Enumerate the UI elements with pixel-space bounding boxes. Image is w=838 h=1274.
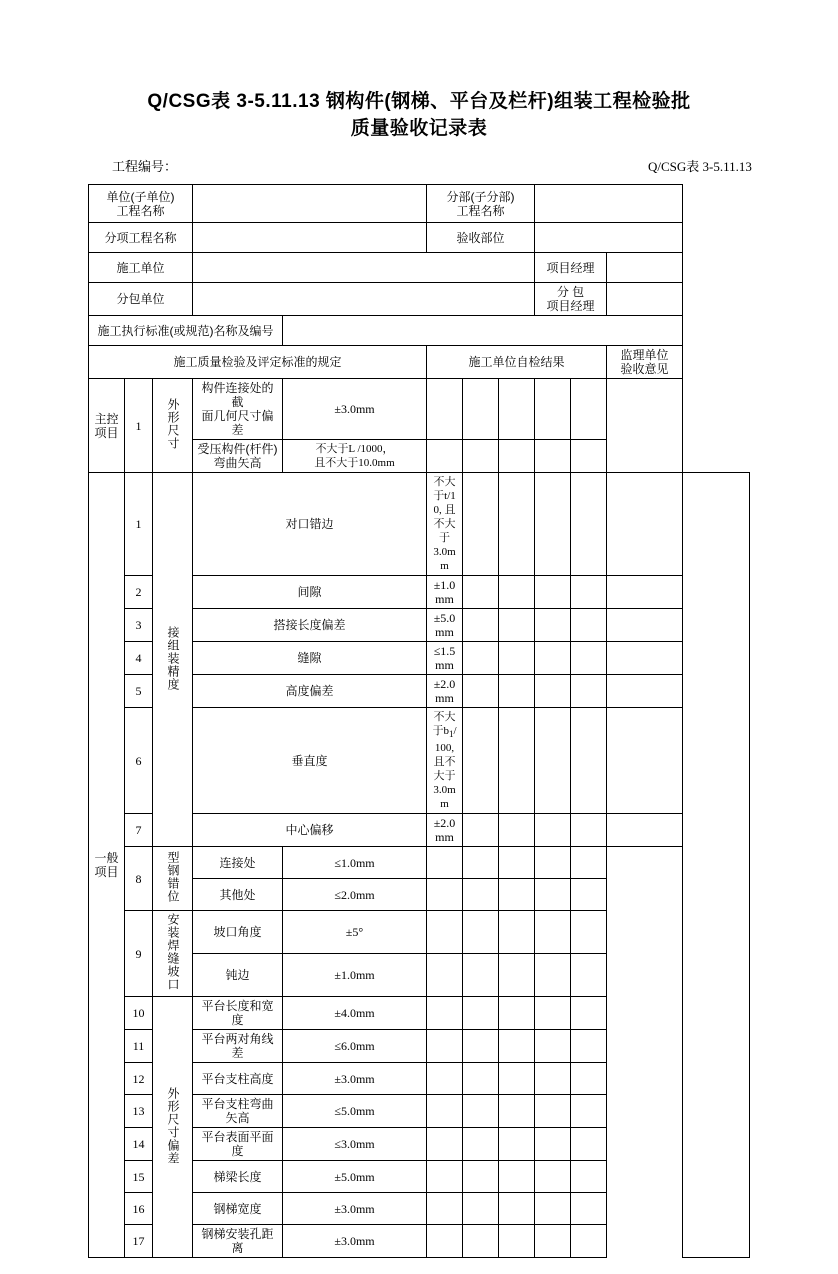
- check-cell[interactable]: [571, 1225, 607, 1258]
- check-cell[interactable]: [499, 997, 535, 1030]
- check-cell[interactable]: [499, 379, 535, 440]
- standard-label: 施工执行标准(或规范)名称及编号: [89, 316, 283, 346]
- criteria-value: 不大于L /1000， 且不大于10.0mm: [283, 440, 427, 473]
- check-cell[interactable]: [463, 708, 499, 814]
- document-page: [0, 88, 838, 1274]
- check-cell[interactable]: [463, 997, 499, 1030]
- check-cell[interactable]: [535, 954, 571, 997]
- table-row: [89, 185, 750, 223]
- sub-item-value[interactable]: [193, 223, 427, 253]
- criteria-value: ±5.0mm: [283, 1161, 427, 1193]
- criteria-item: 中心偏移: [193, 814, 427, 847]
- check-cell[interactable]: [427, 1030, 463, 1063]
- row-number: 15: [125, 1161, 153, 1193]
- check-cell[interactable]: [463, 1030, 499, 1063]
- check-cell[interactable]: [463, 473, 499, 576]
- check-cell[interactable]: [499, 847, 535, 879]
- check-cell[interactable]: [499, 1063, 535, 1095]
- table-row: [89, 473, 750, 576]
- check-cell[interactable]: [463, 847, 499, 879]
- check-cell[interactable]: [571, 1063, 607, 1095]
- check-cell[interactable]: [571, 1193, 607, 1225]
- criteria-item: 平台支柱高度: [193, 1063, 283, 1095]
- criteria-value: ≤1.0mm: [283, 847, 427, 879]
- page-title: [0, 88, 838, 142]
- subgroup-shape-dimension-deviation: 外形尺寸偏差: [153, 997, 193, 1258]
- criteria-item: 间隙: [193, 576, 427, 609]
- check-cell[interactable]: [463, 1225, 499, 1258]
- sub-project-manager-label: 分 包 项目经理: [535, 283, 607, 316]
- row-number: 6: [125, 708, 153, 814]
- check-cell[interactable]: [535, 1128, 571, 1161]
- acceptance-part-value[interactable]: [535, 223, 683, 253]
- unit-project-label: 单位(子单位) 工程名称: [89, 185, 193, 223]
- subheader-row: [0, 156, 838, 176]
- group-general: 一般 项目: [89, 473, 125, 1258]
- criteria-item: 平台支柱弯曲 矢高: [193, 1095, 283, 1128]
- check-cell[interactable]: [499, 675, 535, 708]
- criteria-value: ±1.0mm: [283, 954, 427, 997]
- check-cell[interactable]: [535, 708, 571, 814]
- row-number: 12: [125, 1063, 153, 1095]
- check-cell[interactable]: [571, 473, 607, 576]
- row-number: 16: [125, 1193, 153, 1225]
- check-cell[interactable]: [463, 1193, 499, 1225]
- check-cell[interactable]: [535, 675, 571, 708]
- row-number: 11: [125, 1030, 153, 1063]
- check-cell[interactable]: [571, 879, 607, 911]
- main-control-index: 1: [125, 379, 153, 473]
- check-cell[interactable]: [499, 1225, 535, 1258]
- check-cell[interactable]: [463, 954, 499, 997]
- criteria-item: 钢梯安装孔距 离: [193, 1225, 283, 1258]
- check-cell[interactable]: [427, 1225, 463, 1258]
- check-cell[interactable]: [571, 609, 607, 642]
- group-main-control: 主控 项目: [89, 379, 125, 473]
- check-cell[interactable]: [571, 911, 607, 954]
- criteria-value: ±3.0mm: [283, 1225, 427, 1258]
- check-cell[interactable]: [571, 954, 607, 997]
- check-cell[interactable]: [499, 954, 535, 997]
- criteria-item: 平台长度和宽 度: [193, 997, 283, 1030]
- subgroup-assembly-precision: 接组装精度: [153, 473, 193, 847]
- criteria-item: 受压构件(杆件) 弯曲矢高: [193, 440, 283, 473]
- check-cell[interactable]: [571, 847, 607, 879]
- check-cell[interactable]: [499, 1193, 535, 1225]
- row-number: 13: [125, 1095, 153, 1128]
- check-cell[interactable]: [571, 997, 607, 1030]
- check-cell[interactable]: [607, 576, 683, 609]
- criteria-value: 不大于$b_1/100$, 且不大于 3.0mm: [427, 708, 463, 814]
- criteria-item: 垂直度: [193, 708, 427, 814]
- project-manager-value[interactable]: [607, 253, 683, 283]
- check-cell[interactable]: [427, 911, 463, 954]
- check-cell[interactable]: [463, 576, 499, 609]
- check-cell[interactable]: [463, 609, 499, 642]
- criteria-value: ±3.0mm: [283, 379, 427, 440]
- check-cell[interactable]: [535, 997, 571, 1030]
- check-cell[interactable]: [463, 675, 499, 708]
- check-cell[interactable]: [535, 1063, 571, 1095]
- project-number-label: 工程编号：: [112, 159, 178, 174]
- construction-unit-value[interactable]: [193, 253, 535, 283]
- row-number: 2: [125, 576, 153, 609]
- criteria-item: 连接处: [193, 847, 283, 879]
- check-cell[interactable]: [535, 911, 571, 954]
- check-cell[interactable]: [499, 708, 535, 814]
- check-cell[interactable]: [535, 473, 571, 576]
- table-row: [89, 911, 750, 954]
- check-cell[interactable]: [607, 609, 683, 642]
- construction-unit-label: 施工单位: [89, 253, 193, 283]
- criteria-value: ≤1.5mm: [427, 642, 463, 675]
- check-cell[interactable]: [463, 379, 499, 440]
- check-cell[interactable]: [427, 440, 463, 473]
- criteria-item: 梯梁长度: [193, 1161, 283, 1193]
- criteria-item: 其他处: [193, 879, 283, 911]
- criteria-item: 高度偏差: [193, 675, 427, 708]
- check-cell[interactable]: [571, 1095, 607, 1128]
- check-cell[interactable]: [427, 1063, 463, 1095]
- check-cell[interactable]: [499, 440, 535, 473]
- check-cell[interactable]: [571, 1030, 607, 1063]
- criteria-value: ±2.0mm: [427, 814, 463, 847]
- check-cell[interactable]: [463, 1063, 499, 1095]
- table-row: [89, 847, 750, 879]
- criteria-value: ±5°: [283, 911, 427, 954]
- check-cell[interactable]: [571, 1161, 607, 1193]
- check-cell[interactable]: [535, 576, 571, 609]
- subgroup-steel-offset: 型钢错位: [153, 847, 193, 911]
- check-cell[interactable]: [571, 708, 607, 814]
- criteria-value: ≤5.0mm: [283, 1095, 427, 1128]
- check-cell[interactable]: [571, 814, 607, 847]
- criteria-header: 施工质量检验及评定标准的规定: [89, 346, 427, 379]
- table-row: [89, 283, 750, 316]
- check-cell[interactable]: [499, 473, 535, 576]
- check-cell[interactable]: [535, 609, 571, 642]
- check-cell[interactable]: [499, 1128, 535, 1161]
- project-manager-label: 项目经理: [535, 253, 607, 283]
- criteria-value: ≤3.0mm: [283, 1128, 427, 1161]
- main-control-category: 外形尺寸: [153, 379, 193, 473]
- check-cell[interactable]: [463, 911, 499, 954]
- table-row: [89, 379, 750, 440]
- criteria-item: 坡口角度: [193, 911, 283, 954]
- row-number: 17: [125, 1225, 153, 1258]
- table-row: [89, 997, 750, 1030]
- check-cell[interactable]: [427, 1193, 463, 1225]
- check-cell[interactable]: [499, 814, 535, 847]
- check-cell[interactable]: [463, 440, 499, 473]
- table-row: [89, 223, 750, 253]
- title-line-2: 质量验收记录表: [350, 118, 488, 139]
- check-cell[interactable]: [571, 675, 607, 708]
- check-cell[interactable]: [607, 675, 683, 708]
- check-cell[interactable]: [427, 997, 463, 1030]
- criteria-value: ±5.0mm: [427, 609, 463, 642]
- sub-contract-value[interactable]: [193, 283, 535, 316]
- check-cell[interactable]: [427, 954, 463, 997]
- table-row: [89, 316, 750, 346]
- standard-value[interactable]: [283, 316, 683, 346]
- check-cell[interactable]: [535, 440, 571, 473]
- criteria-item: 对口错边: [193, 473, 427, 576]
- check-cell[interactable]: [463, 879, 499, 911]
- check-cell[interactable]: [535, 879, 571, 911]
- row-number: 8: [125, 847, 153, 911]
- acceptance-part-label: 验收部位: [427, 223, 535, 253]
- criteria-item: 平台表面平面 度: [193, 1128, 283, 1161]
- check-cell[interactable]: [571, 379, 607, 440]
- check-cell[interactable]: [535, 1030, 571, 1063]
- criteria-item: 平台两对角线 差: [193, 1030, 283, 1063]
- check-cell[interactable]: [607, 814, 683, 847]
- check-cell[interactable]: [535, 847, 571, 879]
- check-cell[interactable]: [535, 1095, 571, 1128]
- check-cell[interactable]: [499, 911, 535, 954]
- check-cell[interactable]: [535, 642, 571, 675]
- supervision-header: 监理单位 验收意见: [607, 346, 683, 379]
- criteria-value: ±3.0mm: [283, 1063, 427, 1095]
- check-cell[interactable]: [571, 1128, 607, 1161]
- sub-item-label: 分项工程名称: [89, 223, 193, 253]
- row-number: 10: [125, 997, 153, 1030]
- row-number: 3: [125, 609, 153, 642]
- check-cell[interactable]: [499, 879, 535, 911]
- check-cell[interactable]: [571, 576, 607, 609]
- check-cell[interactable]: [607, 473, 683, 576]
- criteria-item: 缝隙: [193, 642, 427, 675]
- check-cell[interactable]: [535, 1225, 571, 1258]
- row-number: 14: [125, 1128, 153, 1161]
- check-cell[interactable]: [571, 642, 607, 675]
- check-cell[interactable]: [499, 1161, 535, 1193]
- criteria-value: ±1.0mm: [427, 576, 463, 609]
- check-cell[interactable]: [427, 879, 463, 911]
- criteria-value: ±2.0mm: [427, 675, 463, 708]
- check-cell[interactable]: [571, 440, 607, 473]
- criteria-item: 钢梯宽度: [193, 1193, 283, 1225]
- check-cell[interactable]: [499, 642, 535, 675]
- criteria-value: ±3.0mm: [283, 1193, 427, 1225]
- criteria-value: ±4.0mm: [283, 997, 427, 1030]
- row-number: 7: [125, 814, 153, 847]
- check-cell[interactable]: [463, 1095, 499, 1128]
- check-cell[interactable]: [427, 379, 463, 440]
- self-check-header: 施工单位自检结果: [427, 346, 607, 379]
- unit-project-value[interactable]: [193, 185, 427, 223]
- row-number: 9: [125, 911, 153, 997]
- supervision-cell[interactable]: [607, 379, 683, 473]
- check-cell[interactable]: [427, 1095, 463, 1128]
- check-cell[interactable]: [607, 708, 683, 814]
- check-cell[interactable]: [535, 814, 571, 847]
- form-code: Q/CSG表 3-5.11.13: [648, 159, 752, 174]
- check-cell[interactable]: [463, 1128, 499, 1161]
- division-value[interactable]: [535, 185, 683, 223]
- criteria-item: 搭接长度偏差: [193, 609, 427, 642]
- check-cell[interactable]: [535, 1193, 571, 1225]
- criteria-value: 不大于t/10, 且不大于 3.0mm: [427, 473, 463, 576]
- criteria-value: ≤6.0mm: [283, 1030, 427, 1063]
- check-cell[interactable]: [499, 576, 535, 609]
- row-number: 1: [125, 473, 153, 576]
- check-cell[interactable]: [463, 814, 499, 847]
- table-row: [89, 253, 750, 283]
- row-number: 5: [125, 675, 153, 708]
- row-number: 4: [125, 642, 153, 675]
- check-cell[interactable]: [607, 642, 683, 675]
- check-cell[interactable]: [427, 847, 463, 879]
- sub-project-manager-value[interactable]: [607, 283, 683, 316]
- inspection-table: [88, 184, 750, 1258]
- title-line-1: Q/CSG表 3-5.11.13 钢构件(钢梯、平台及栏杆)组装工程检验批: [147, 91, 691, 112]
- criteria-item: 钝边: [193, 954, 283, 997]
- sub-contract-label: 分包单位: [89, 283, 193, 316]
- check-cell[interactable]: [535, 379, 571, 440]
- supervision-cell[interactable]: [683, 473, 750, 1258]
- check-cell[interactable]: [463, 1161, 499, 1193]
- criteria-item: 构件连接处的截 面几何尺寸偏差: [193, 379, 283, 440]
- criteria-value: ≤2.0mm: [283, 879, 427, 911]
- subgroup-weld-groove: 安装焊缝坡口: [153, 911, 193, 997]
- check-cell[interactable]: [499, 1095, 535, 1128]
- division-label: 分部(子分部) 工程名称: [427, 185, 535, 223]
- check-cell[interactable]: [535, 1161, 571, 1193]
- check-cell[interactable]: [427, 1128, 463, 1161]
- check-cell[interactable]: [499, 609, 535, 642]
- check-cell[interactable]: [499, 1030, 535, 1063]
- table-header-row: [89, 346, 750, 379]
- check-cell[interactable]: [427, 1161, 463, 1193]
- check-cell[interactable]: [463, 642, 499, 675]
